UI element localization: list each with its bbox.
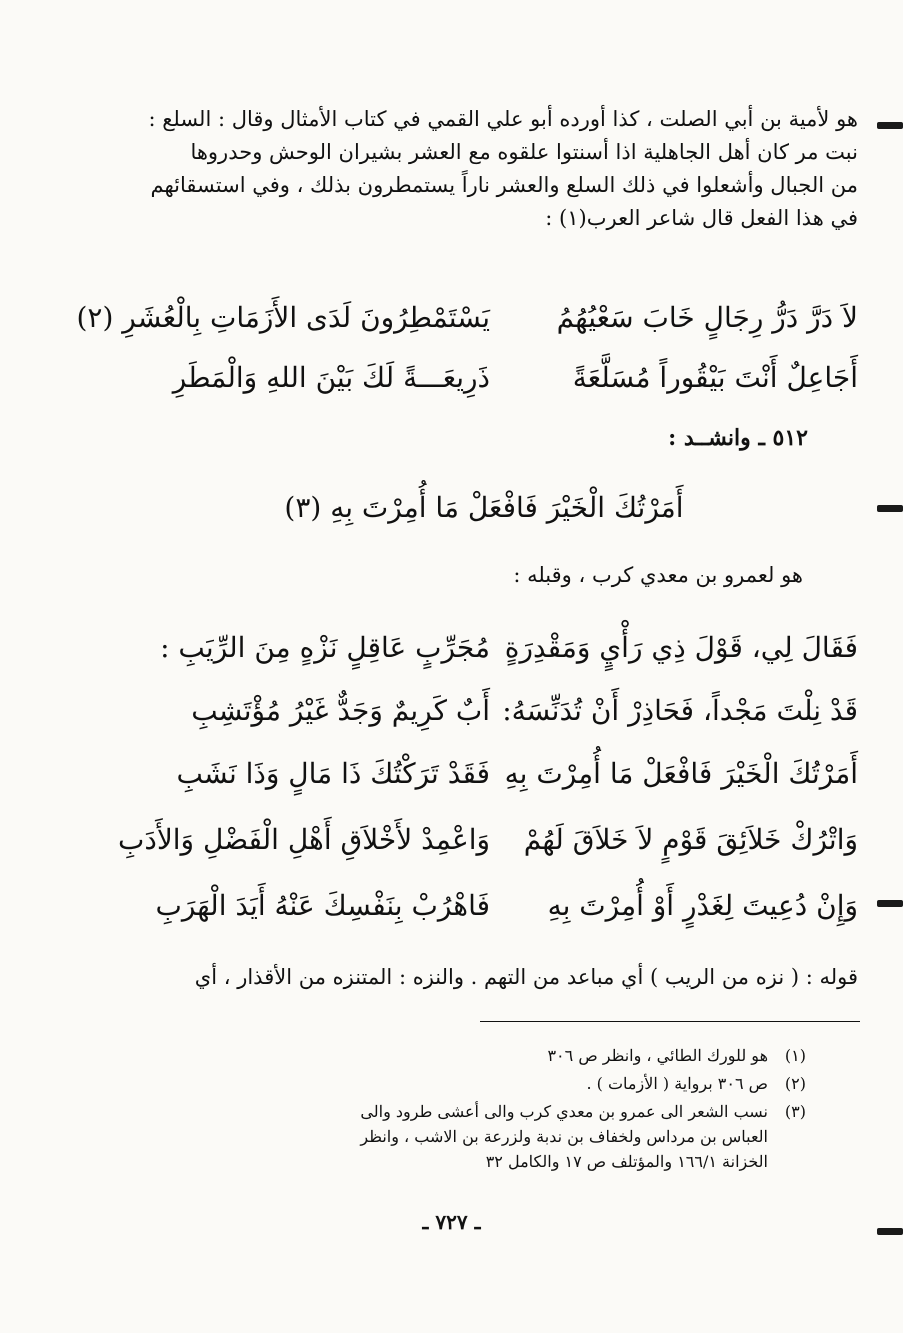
scan-edge-mark bbox=[877, 900, 903, 907]
verse-first-hemistich: وَاتْرُكْ خَلاَئِقَ قَوْمٍ لاَ خَلاَقَ لَهُمْ bbox=[523, 823, 858, 856]
verse-line bbox=[110, 878, 858, 934]
verse-line bbox=[110, 683, 858, 739]
cited-verse: أَمَرْتُكَ الْخَيْرَ فَافْعَلْ مَا أُمِرْتَ بِهِ (٣) bbox=[284, 491, 684, 524]
verse-first-hemistich: أَجَاعِلٌ أَنْتَ بَيْقُوراً مُسَلَّعَةً bbox=[572, 361, 858, 394]
paragraph-line: من الجبال وأشعلوا في ذلك السلع والعشر ناراً يستمطرون بذلك ، وفي استسقائهم bbox=[150, 173, 858, 197]
scan-edge-mark bbox=[877, 505, 903, 512]
footnote-text: العباس بن مرداس ولخفاف بن ندبة ولزرعة بن الاشب ، وانظر bbox=[360, 1127, 768, 1146]
verse-line bbox=[110, 746, 858, 802]
verse-second-hemistich: فَاهْرُبْ بِنَفْسِكَ عَنْهُ أَيَدَ الْهَرَبِ bbox=[155, 889, 490, 922]
attribution-line: هو لعمرو بن معدي كرب ، وقبله : bbox=[513, 563, 803, 587]
intro-paragraph bbox=[110, 103, 858, 235]
paragraph-line: في هذا الفعل قال شاعر العرب(١) : bbox=[545, 206, 858, 230]
footnote-number: (٢) bbox=[784, 1074, 806, 1093]
footnote-divider bbox=[480, 1021, 860, 1022]
footnote-text: هو للورك الطائي ، وانظر ص ٣٠٦ bbox=[547, 1046, 768, 1065]
footnote-text: الخزانة ١٦٦/١ والمؤتلف ص ١٧ والكامل ٣٢ bbox=[485, 1152, 768, 1171]
verse-first-hemistich: لاَ دَرَّ دَرُّ رِجَالٍ خَابَ سَعْيُهُمُ bbox=[556, 301, 858, 334]
scan-edge-mark bbox=[877, 1228, 903, 1235]
verse-line bbox=[110, 620, 858, 676]
paragraph-line: نبت مر كان أهل الجاهلية اذا أسنتوا علقوه مع العشر بشيران الوحش وحدروها bbox=[190, 140, 858, 164]
footnote-number: (٣) bbox=[784, 1102, 806, 1121]
verse-first-hemistich: أَمَرْتُكَ الْخَيْرَ فَافْعَلْ مَا أُمِرْتَ بِهِ bbox=[504, 757, 858, 790]
verse-second-hemistich: فَقَدْ تَرَكْتُكَ ذَا مَالٍ وَذَا نَشَبِ bbox=[176, 757, 490, 790]
verse-second-hemistich: أَبٌ كَرِيمٌ وَجَدٌّ غَيْرُ مُؤْتَشِبِ bbox=[191, 694, 490, 727]
verse-second-hemistich: مُجَرِّبٍ عَاقِلٍ نَزْهٍ مِنَ الرِّيَبِ : bbox=[160, 631, 490, 664]
entry-heading: ٥١٢ ـ وانشــد : bbox=[668, 425, 808, 451]
verse-second-hemistich: وَاعْمِدْ لأَخْلاَقِ أَهْلِ الْفَضْلِ وَالأَدَبِ bbox=[117, 823, 490, 856]
verse-first-hemistich: فَقَالَ لِي، قَوْلَ ذِي رَأْيٍ وَمَقْدِرَةٍ bbox=[504, 631, 858, 664]
footnote-number: (١) bbox=[784, 1046, 806, 1065]
paragraph-line: هو لأمية بن أبي الصلت ، كذا أورده أبو علي القمي في كتاب الأمثال وقال : السلع : bbox=[148, 107, 858, 131]
verse-second-hemistich: يَسْتَمْطِرُونَ لَدَى الأَزَمَاتِ بِالْعُشَرِ (٢) bbox=[76, 301, 490, 334]
footnote-text: ص ٣٠٦ برواية ( الأزمات ) . bbox=[586, 1074, 768, 1093]
verse-line bbox=[76, 290, 858, 346]
verse-first-hemistich: قَدْ نِلْتَ مَجْداً، فَحَاذِرْ أَنْ تُدَنِّسَهُ: bbox=[502, 694, 858, 727]
commentary-line: قوله : ( نزه من الريب ) أي مباعد من التهم . والنزه : المتنزه من الأقذار ، أي bbox=[194, 965, 858, 989]
verse-line bbox=[110, 350, 858, 406]
scan-edge-mark bbox=[877, 122, 903, 129]
verse-second-hemistich: ذَرِيعَـــةً لَكَ بَيْنَ اللهِ وَالْمَطَرِ bbox=[172, 361, 490, 394]
verse-line bbox=[110, 812, 858, 868]
page-number: ـ ٧٢٧ ـ bbox=[422, 1210, 481, 1234]
footnote-text: نسب الشعر الى عمرو بن معدي كرب والى أعشى طرود والى bbox=[360, 1102, 768, 1121]
verse-first-hemistich: وَإِنْ دُعِيتَ لِغَدْرٍ أَوْ أُمِرْتَ بِهِ bbox=[547, 889, 858, 922]
